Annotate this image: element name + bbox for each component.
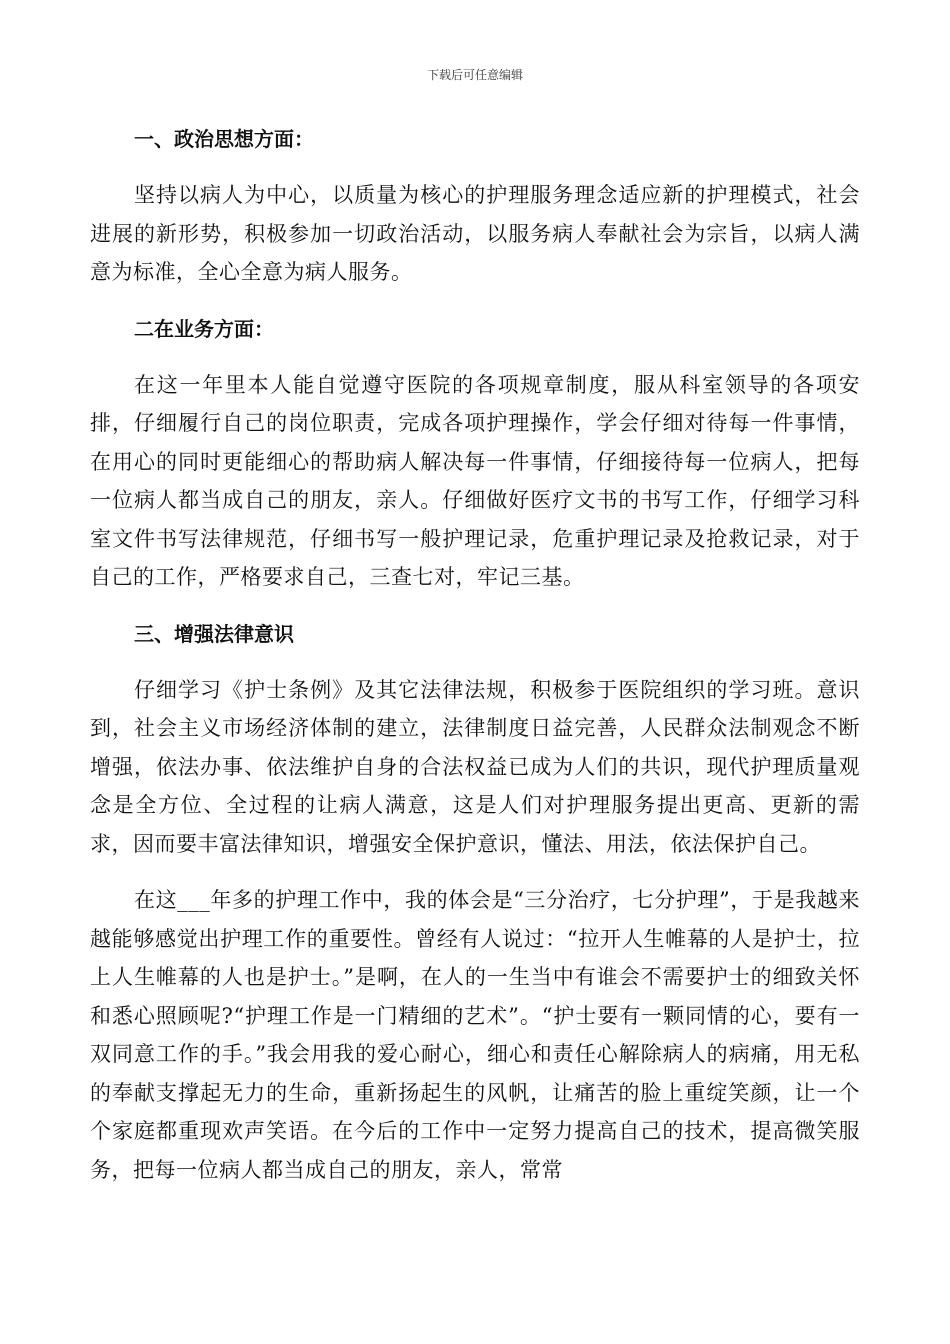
section-heading: 一、政治思想方面： [134,127,314,151]
paragraph: 在这___年多的护理工作中，我的体会是“三分治疗，七分护理”，于是我越来越能够感觉出护理工作的重要性。曾经有人说过：“拉开人生帷幕的人是护士，拉上人生帷幕的人也是护士。”是啊，在人的一生当中有谁会不需要护士的细致关怀和悉心照顾呢?“护理工作是一门精细的艺术”。“护士要有一颗同情的心，要有一双同意工作的手。”我会用我的爱心耐心，细心和责任心解除病人的病痛，用无私的奉献支撑起无力的生命，重新扬起生的风帆，让痛苦的脸上重绽笑颜，让一个个家庭都重现欢声笑语。在今后的工作中一定努力提高自己的技术，提高微笑服务，把每一位病人都当成自己的朋友，亲人，常常 [90,888,860,1182]
paragraph: 仔细学习《护士条例》及其它法律法规，积极参于医院组织的学习班。意识到，社会主义市场经济体制的建立，法律制度日益完善，人民群众法制观念不断增强，依法办事、依法维护自身的合法权益已成为人们的共识，现代护理质量观念是全方位、全过程的让病人满意，这是人们对护理服务提出更高、更新的需求，因而要丰富法律知识，增强安全保护意识，懂法、用法，依法保护自己。 [90,677,860,856]
paragraph: 在这一年里本人能自觉遵守医院的各项规章制度，服从科室领导的各项安排，仔细履行自己的岗位职责，完成各项护理操作，学会仔细对待每一件事情，在用心的同时更能细心的帮助病人解决每一件事情，仔细接待每一位病人，把每一位病人都当成自己的朋友，亲人。仔细做好医疗文书的书写工作，仔细学习科室文件书写法律规范，仔细书写一般护理记录，危重护理记录及抢救记录，对于自己的工作，严格要求自己，三查七对，牢记三基。 [90,372,860,589]
section-legal-awareness [90,615,860,1190]
section-heading: 三、增强法律意识 [134,621,294,646]
section-business [90,310,860,597]
page-header: 下载后可任意编辑 [426,68,523,82]
paragraph: 坚持以病人为中心，以质量为核心的护理服务理念适应新的护理模式，社会进展的新形势，积极参加一切政治活动，以服务病人奉献社会为宗旨，以病人满意为标准，全心全意为病人服务。 [90,183,860,284]
document-body [90,120,860,1207]
section-political-thought [90,120,860,292]
section-heading: 二在业务方面： [134,316,274,341]
